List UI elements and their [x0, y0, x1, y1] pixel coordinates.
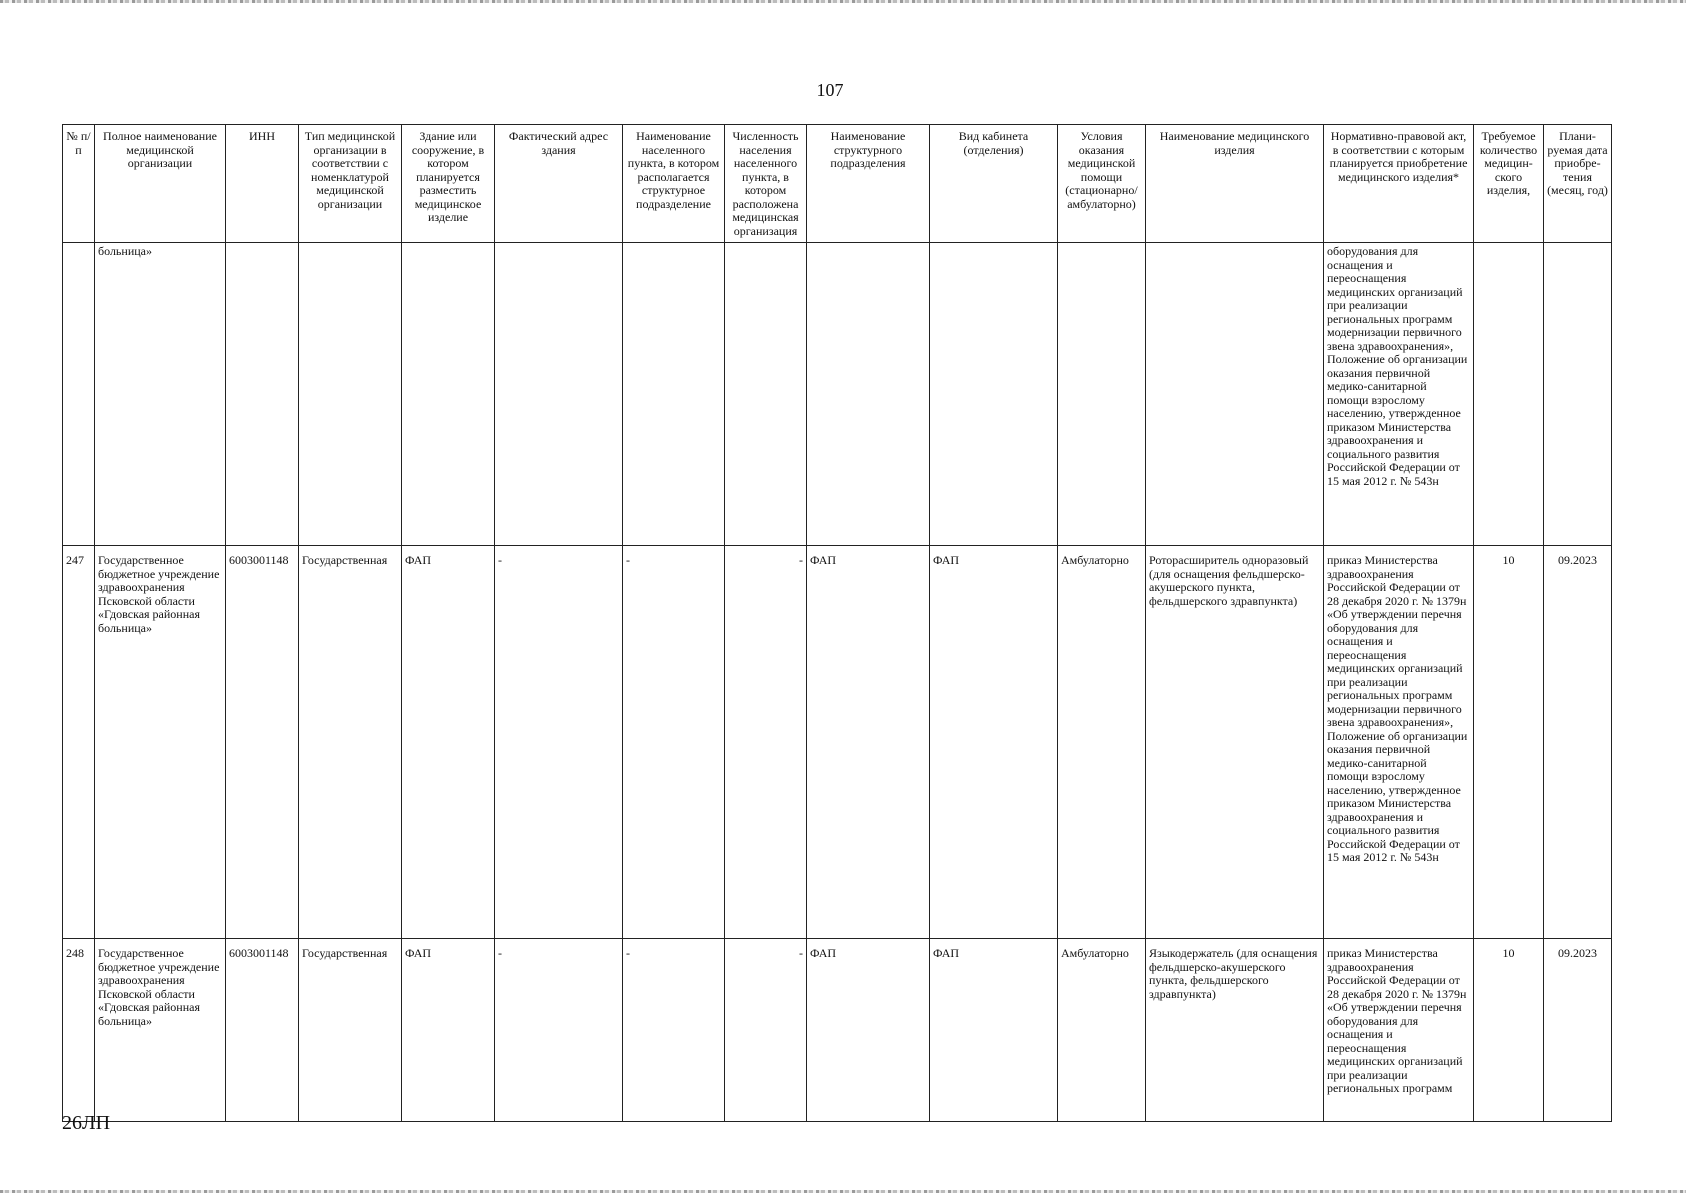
- cell-cabinet: ФАП: [930, 546, 1058, 939]
- cell-unit: ФАП: [807, 939, 930, 1122]
- header-org: Полное наименование медицинской организации: [95, 125, 226, 243]
- cell-legal-act: [1324, 939, 1474, 1122]
- legal-act-text: приказ Министерства здравоохранения Российской Федерации от 28 декабря 2020 г. № 1379н «Об утверждении перечня оборудования для оснащения и переоснащения медицинских организаций при реализации региональных программ: [1327, 947, 1467, 1095]
- cell-num: [63, 243, 95, 546]
- header-legal-act: Нормативно-правовой акт, в соответствии с которым планируется приобретение медицинского изделия*: [1324, 125, 1474, 243]
- cell-org: Государственное бюджетное учреждение здравоохранения Псковской области «Гдовская районная больница»: [95, 546, 226, 939]
- cell-date: [1544, 243, 1612, 546]
- cell-date: 09.2023: [1544, 939, 1612, 1122]
- scan-edge-bottom: [0, 1190, 1686, 1193]
- cell-org: больница»: [95, 243, 226, 546]
- header-date: Плани-руемая дата приобре-тения (месяц, год): [1544, 125, 1612, 243]
- cell-type: Государственная: [299, 939, 402, 1122]
- header-row: [63, 125, 1612, 243]
- cell-device: Языкодержатель (для оснащения фельдшерско-акушерского пункта, фельдшерского здравпункта): [1146, 939, 1324, 1122]
- header-address: Фактический адрес здания: [495, 125, 623, 243]
- cell-conditions: [1058, 243, 1146, 546]
- cell-device: [1146, 243, 1324, 546]
- header-cabinet: Вид кабинета (отделения): [930, 125, 1058, 243]
- cell-num: 247: [63, 546, 95, 939]
- header-conditions: Условия оказания медицинской помощи (стационарно/ амбулаторно): [1058, 125, 1146, 243]
- equipment-table: [62, 124, 1612, 1122]
- table-row: [63, 546, 1612, 939]
- header-inn: ИНН: [226, 125, 299, 243]
- header-device: Наименование медицинского изделия: [1146, 125, 1324, 243]
- page-number: 107: [816, 80, 844, 100]
- cell-inn: 6003001148: [226, 939, 299, 1122]
- cell-date: 09.2023: [1544, 546, 1612, 939]
- cell-locality: -: [623, 546, 725, 939]
- cell-building: ФАП: [402, 939, 495, 1122]
- header-quantity: Требуемое количество медицин-ского изделия,: [1474, 125, 1544, 243]
- cell-unit: ФАП: [807, 546, 930, 939]
- cell-inn: [226, 243, 299, 546]
- cell-building: ФАП: [402, 546, 495, 939]
- cell-device: Роторасширитель одноразовый (для оснащения фельдшерско-акушерского пункта, фельдшерского здравпункта): [1146, 546, 1324, 939]
- cell-address: -: [495, 546, 623, 939]
- cell-population: -: [725, 939, 807, 1122]
- cell-conditions: Амбулаторно: [1058, 546, 1146, 939]
- scan-edge-top: [0, 0, 1686, 3]
- cell-legal-act: приказ Министерства здравоохранения Российской Федерации от 28 декабря 2020 г. № 1379н «Об утверждении перечня оборудования для оснащения и переоснащения медицинских организаций при реализации региональных программ модернизации первичного звена здравоохранения», Положение об организации оказания первичной медико-санитарной помощи взрослому населению, утвержденное приказом Министерства здравоохранения и социального развития Российской Федерации от 15 мая 2012 г. № 543н: [1324, 546, 1474, 939]
- cell-locality: [623, 243, 725, 546]
- cell-locality: -: [623, 939, 725, 1122]
- cell-quantity: 10: [1474, 939, 1544, 1122]
- cell-type: [299, 243, 402, 546]
- cell-address: [495, 243, 623, 546]
- header-building: Здание или сооружение, в котором планируется разместить медицинское изделие: [402, 125, 495, 243]
- cell-cabinet: ФАП: [930, 939, 1058, 1122]
- cell-unit: [807, 243, 930, 546]
- cell-population: [725, 243, 807, 546]
- cell-conditions: Амбулаторно: [1058, 939, 1146, 1122]
- cell-building: [402, 243, 495, 546]
- header-num: № п/п: [63, 125, 95, 243]
- cell-cabinet: [930, 243, 1058, 546]
- cell-quantity: [1474, 243, 1544, 546]
- table-row-continuation: [63, 243, 1612, 546]
- cell-population: -: [725, 546, 807, 939]
- cell-legal-act: оборудования для оснащения и переоснащения медицинских организаций при реализации региональных программ модернизации первичного звена здравоохранения», Положение об организации оказания первичной медико-санитарной помощи взрослому населению, утвержденное приказом Министерства здравоохранения и социального развития Российской Федерации от 15 мая 2012 г. № 543н: [1324, 243, 1474, 546]
- header-locality: Наименование населенного пункта, в котором располагается структурное подразделение: [623, 125, 725, 243]
- cell-type: Государственная: [299, 546, 402, 939]
- header-population: Численность населения населенного пункта, в котором расположена медицинская организация: [725, 125, 807, 243]
- footer-code: 26ЛП: [62, 1112, 111, 1134]
- table-row: [63, 939, 1612, 1122]
- header-type: Тип медицинской организации в соответствии с номенклатурой медицинской организации: [299, 125, 402, 243]
- cell-quantity: 10: [1474, 546, 1544, 939]
- cell-org: Государственное бюджетное учреждение здравоохранения Псковской области «Гдовская районная больница»: [95, 939, 226, 1122]
- cell-inn: 6003001148: [226, 546, 299, 939]
- cell-address: -: [495, 939, 623, 1122]
- header-unit: Наименование структурного подразделения: [807, 125, 930, 243]
- cell-num: 248: [63, 939, 95, 1122]
